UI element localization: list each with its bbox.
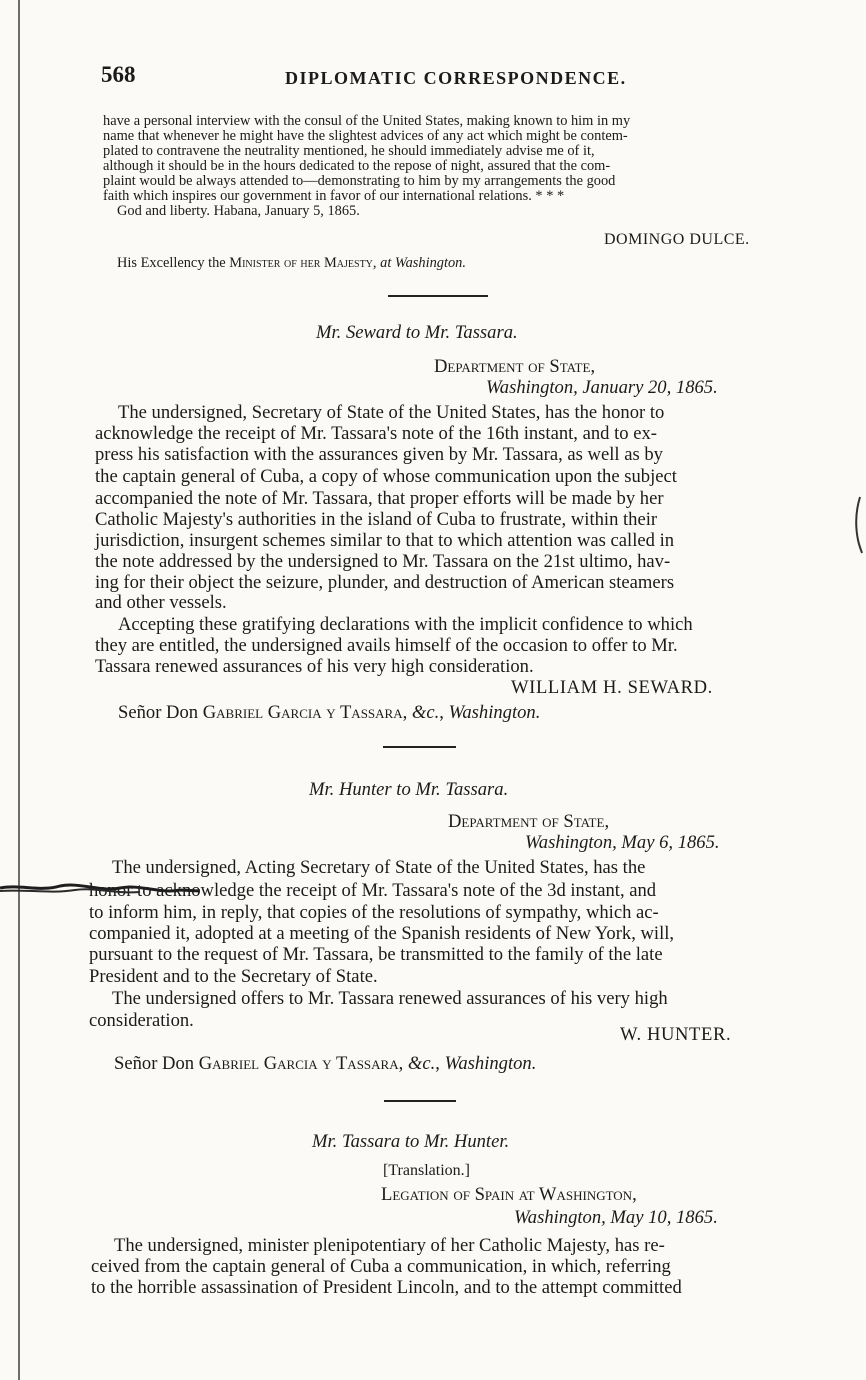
text-line: companied it, adopted at a meeting of the Spanish residents of New York, will, [89,923,675,944]
text-line: The undersigned, Secretary of State of the United States, has the honor to [118,402,665,423]
section-divider [384,1100,456,1102]
text-line: jurisdiction, insurgent schemes similar to that to which attention was called in [95,530,675,551]
legation-line: Legation of Spain at Washington, [381,1184,637,1205]
text-line: plaint would be always attended to—demonstrating to him by my arrangements the good [103,173,616,189]
addressee-name: Gabriel Garcia y Tassara [198,1053,399,1074]
signature: DOMINGO DULCE. [604,231,750,248]
signature: W. HUNTER. [620,1024,732,1045]
text-line: and other vessels. [95,592,227,613]
addressee-sep: , [439,702,449,723]
section-divider [383,746,456,748]
addressee-prefix: Señor Don [114,1053,199,1074]
text-line: acknowledge the receipt of Mr. Tassara's note of the 16th instant, and to ex- [95,423,657,444]
binding-edge-line [18,0,20,1380]
text-line: although it should be in the hours dedicated to the repose of night, assured that the com- [103,158,611,174]
addressee-name: Gabriel Garcia y Tassara [202,702,403,723]
text-line: the captain general of Cuba, a copy of whose communication upon the subject [95,466,677,487]
text-line: the note addressed by the undersigned to Mr. Tassara on the 21st ultimo, hav- [95,551,671,572]
page-number: 568 [101,62,136,87]
text-line: Catholic Majesty's authorities in the island of Cuba to frustrate, within their [95,509,658,530]
text-line: have a personal interview with the consul of the United States, making known to him in my [103,113,631,129]
addressee-prefix: Señor Don [118,702,203,723]
addressee-sep: , [398,1053,408,1074]
addressee-place: , at Washington. [372,255,466,271]
text-line: press his satisfaction with the assurances given by Mr. Tassara, as well as by [95,444,663,465]
page-tear-mark [0,870,200,910]
text-line: Tassara renewed assurances of his very high consideration. [95,656,534,677]
addressee-prefix: His Excellency the [117,255,230,271]
signature: WILLIAM H. SEWARD. [511,677,713,698]
date-line: Washington, January 20, 1865. [486,377,718,398]
margin-mark [852,495,864,555]
text-line: pursuant to the request of Mr. Tassara, be transmitted to the family of the late [89,944,663,965]
text-line: faith which inspires our government in favor of our international relations. * * * [103,188,565,204]
text-line: ing for their object the seizure, plunder, and destruction of American steamers [95,572,675,593]
section-divider [388,295,488,297]
text-line: ceived from the captain general of Cuba a communication, in which, referring [91,1256,671,1277]
closing-line: God and liberty. Habana, January 5, 1865. [117,203,360,219]
text-line: to the horrible assassination of President Lincoln, and to the attempt committed [91,1277,682,1298]
addressee-sep: , [435,1053,445,1074]
addressee-etc: &c. [407,1053,436,1074]
addressee-sep: , [402,702,412,723]
addressee-line [117,256,466,272]
text-line: President and to the Secretary of State. [89,966,378,987]
addressee-line [118,702,540,724]
addressee-place: Washington. [448,702,541,723]
text-line: honor to acknowledge the receipt of Mr. Tassara's note of the 3d instant, and [89,880,657,901]
addressee-place: Washington. [444,1053,537,1074]
department-line: Department of State, [434,356,596,377]
date-line: Washington, May 10, 1865. [514,1207,718,1228]
text-line: The undersigned offers to Mr. Tassara renewed assurances of his very high [112,988,668,1009]
addressee-line [114,1053,536,1075]
text-line: accompanied the note of Mr. Tassara, that proper efforts will be made by her [95,488,664,509]
text-line: The undersigned, Acting Secretary of State of the United States, has the [112,857,646,878]
text-line: to inform him, in reply, that copies of the resolutions of sympathy, which ac- [89,902,659,923]
text-line: The undersigned, minister plenipotentiary of her Catholic Majesty, has re- [114,1235,665,1256]
letter-heading: Mr. Hunter to Mr. Tassara. [309,779,509,800]
department-line: Department of State, [448,811,610,832]
text-line: plated to contravene the neutrality mentioned, he should immediately advise me of it, [103,143,595,159]
addressee-title: Minister of her Majesty [229,255,373,271]
text-line: Accepting these gratifying declarations with the implicit confidence to which [118,614,693,635]
translation-note: [Translation.] [383,1162,470,1179]
text-line: name that whenever he might have the slightest advices of any act which might be contem- [103,128,628,144]
letter-heading: Mr. Tassara to Mr. Hunter. [312,1131,510,1152]
text-line: consideration. [89,1010,194,1031]
letter-heading: Mr. Seward to Mr. Tassara. [316,322,518,343]
addressee-etc: &c. [411,702,440,723]
running-title: DIPLOMATIC CORRESPONDENCE. [285,68,627,88]
text-line: they are entitled, the undersigned avails himself of the occasion to offer to Mr. [95,635,678,656]
date-line: Washington, May 6, 1865. [525,832,720,853]
